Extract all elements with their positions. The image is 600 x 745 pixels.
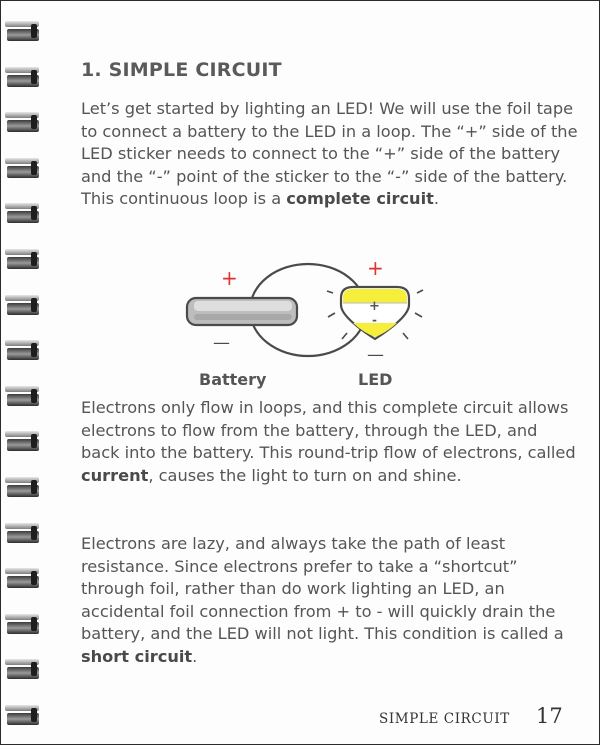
led-minus-sign: — [367,345,384,365]
binding-ring-icon [5,112,39,134]
binding-ring-icon [5,158,39,180]
paragraph-current [81,397,581,487]
binding-ring-icon [5,295,39,317]
binding-ring-icon [5,659,39,681]
footer-section-label: SIMPLE CIRCUIT [379,711,510,727]
binding-ring-icon [5,431,39,453]
paragraph-text: , causes the light to turn on and shine. [148,465,462,485]
binding-ring-icon [5,477,39,499]
led-inner-minus-sign: - [372,313,377,327]
paragraph-text: Electrons only flow in loops, and this complete circuit allows electrons to flow from the battery, through the LED, and back into the battery. This round-trip flow of electrons, called [81,398,576,463]
paragraph-short-circuit [81,533,581,669]
paragraph-text: . [433,189,440,209]
page-number: 17 [536,704,563,728]
paragraph-text: Let’s get started by lighting an LED! We will use the foil tape to connect a battery to the LED in a loop. The “+” side of the LED sticker needs to connect to the “+” side of the battery and the “-” point of the sticker to the “-” side of the battery. This continuous loop is a [81,99,578,209]
binding-ring-icon [5,249,39,271]
paragraph-intro [81,98,581,211]
binding-ring-icon [5,705,39,727]
section-heading: 1. SIMPLE CIRCUIT [81,59,282,81]
battery-minus-sign: — [213,333,230,353]
paragraph-text: . [192,646,198,666]
battery-label: Battery [199,370,267,389]
binding-ring-icon [5,340,39,362]
led-inner-plus-sign: + [369,299,380,314]
battery-icon [187,298,297,325]
spiral-binding [1,21,41,721]
binding-ring-icon [5,386,39,408]
binding-ring-icon [5,523,39,545]
term-current: current [81,465,149,485]
paragraph-text: Electrons are lazy, and always take the path of least resistance. Since electrons prefer to take a “shortcut” through foil, rather than do work lighting an LED, an accidental foil connection from + to - will quickly drain the battery, and the LED will not light. This condition is called a [81,534,564,644]
binding-ring-icon [5,203,39,225]
binding-ring-icon [5,21,39,43]
binding-ring-icon [5,614,39,636]
term-short-circuit: short circuit [81,646,193,666]
led-plus-sign: + [367,256,384,280]
binding-ring-icon [5,67,39,89]
led-label: LED [358,370,393,389]
binding-ring-icon [5,568,39,590]
term-complete-circuit: complete circuit [286,189,434,209]
battery-plus-sign: + [221,266,238,290]
